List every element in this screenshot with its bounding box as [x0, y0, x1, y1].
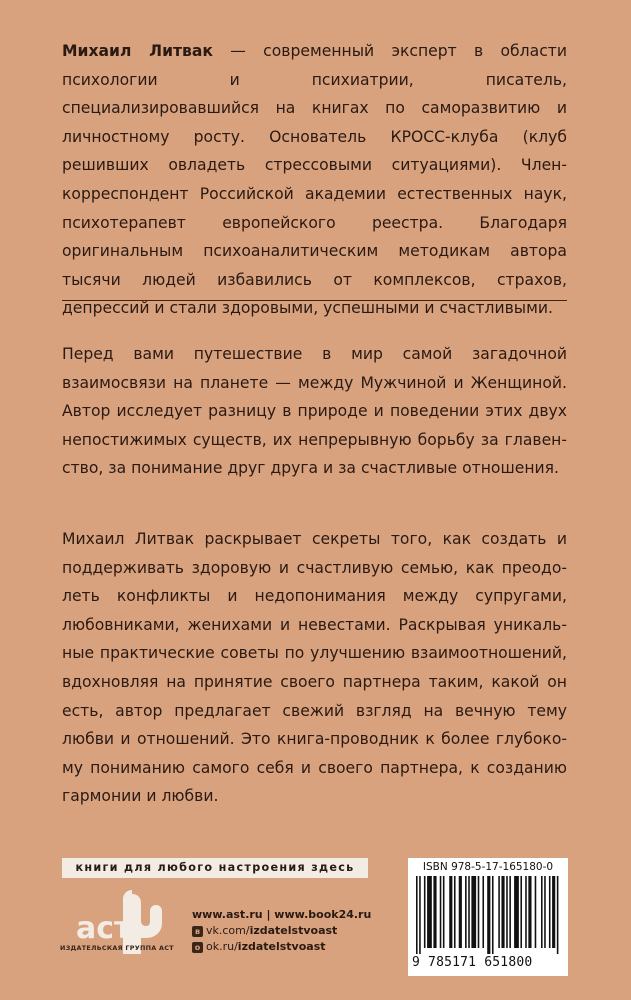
barcode-bar: [544, 876, 546, 948]
vk-prefix: vk.com/: [206, 924, 250, 937]
barcode-bar: [514, 876, 519, 948]
ok-prefix: ok.ru/: [206, 940, 238, 953]
barcode-bar: [424, 876, 426, 948]
author-bio: [62, 37, 567, 323]
vk-link[interactable]: [192, 923, 371, 939]
vk-icon: в: [192, 926, 203, 937]
barcode-bar: [468, 876, 470, 948]
publisher-caption: ИЗДАТЕЛЬСКАЯ ГРУППА АСТ: [60, 944, 174, 952]
section-divider: [62, 300, 567, 301]
barcode-bar: [509, 876, 511, 948]
barcode-icon: [414, 876, 562, 954]
tagline-banner: книги для любого настроения здесь: [62, 858, 368, 878]
vk-handle: izdatelstvoast: [249, 924, 338, 937]
websites-text: www.ast.ru | www.book24.ru: [192, 908, 372, 921]
author-name: Михаил Литвак: [62, 42, 214, 60]
barcode-bar: [416, 876, 418, 954]
barcode-bar: [419, 876, 421, 954]
barcode-bar: [482, 876, 484, 948]
barcode-bar: [487, 876, 490, 954]
barcode-bar: [443, 876, 445, 948]
author-bio-text: — современный эксперт в области психологии и психиатрии, писатель, специализировавшийся на книгах по саморазвитию и личностному росту. Основатель КРОСС-клуба (клуб решивших овладеть стрессовыми ситуациями). Член-корреспондент Российской академии естественных наук, психотерапевт европейского реестра. Благодаря оригинальным психоаналитическим методикам автора тысячи людей избавились от комплексов, страхов, депрессий и стали здоровыми, успешными и счастливыми.: [62, 42, 567, 318]
description-paragraph-2: Михаил Литвак раскрывает секреты того, как создать и поддерживать здоровую и счастливую семью, как преодолеть конфликты и недопонимания между супругами, любовниками, женихами и невестами. Раскрывая уникальные практические советы по улучшению взаимоотношений, вдохновляя на принятие своего партнера таким, какой он есть, автор предлагает свежий взгляд на вечную тему любви и отношений. Это книга-проводник к более глубокому пониманию самого себя и своего партнера, к созданию гармонии и любви.: [62, 530, 567, 806]
isbn-number: ISBN 978-5-17-165180-0: [422, 861, 554, 873]
barcode-bar: [449, 876, 452, 948]
barcode-bar: [465, 876, 467, 948]
barcode-bar: [506, 876, 508, 948]
barcode-bar: [501, 876, 504, 948]
barcode-panel: [408, 858, 568, 976]
barcode-bar: [520, 876, 522, 948]
barcode-bar: [549, 876, 551, 948]
barcode-bar: [528, 876, 531, 948]
barcode-bar: [471, 876, 476, 948]
websites-link[interactable]: [192, 907, 371, 923]
barcode-bar: [498, 876, 500, 948]
barcode-digits: 9 785171 651800: [412, 955, 533, 970]
barcode-bar: [552, 876, 555, 948]
ok-icon: о: [192, 942, 203, 953]
barcode-bar: [478, 876, 480, 948]
publisher-logo: [62, 888, 172, 978]
barcode-bar: [492, 876, 494, 954]
publisher-logo-text: аст: [76, 911, 132, 946]
description-paragraph-1: Перед вами путешествие в мир самой загадочной взаимосвязи на планете — между Мужчиной и Женщиной. Автор исследует разницу в природе и поведении этих двух непостижимых существ, их непрерывную борьбу за главенство, за понимание друг друга и за счастливые отношения.: [62, 345, 567, 478]
barcode-bar: [427, 876, 432, 948]
barcode-bar: [440, 876, 442, 948]
barcode-bar: [525, 876, 527, 948]
barcode-bar: [454, 876, 456, 948]
ok-link[interactable]: [192, 939, 371, 955]
ok-handle: izdatelstvoast: [237, 940, 326, 953]
barcode-bar: [541, 876, 543, 948]
barcode-bar: [535, 876, 537, 948]
barcode-bar: [433, 876, 436, 948]
barcode-bar: [459, 876, 462, 948]
publisher-contacts: [192, 907, 371, 955]
barcode-bar: [557, 876, 559, 954]
